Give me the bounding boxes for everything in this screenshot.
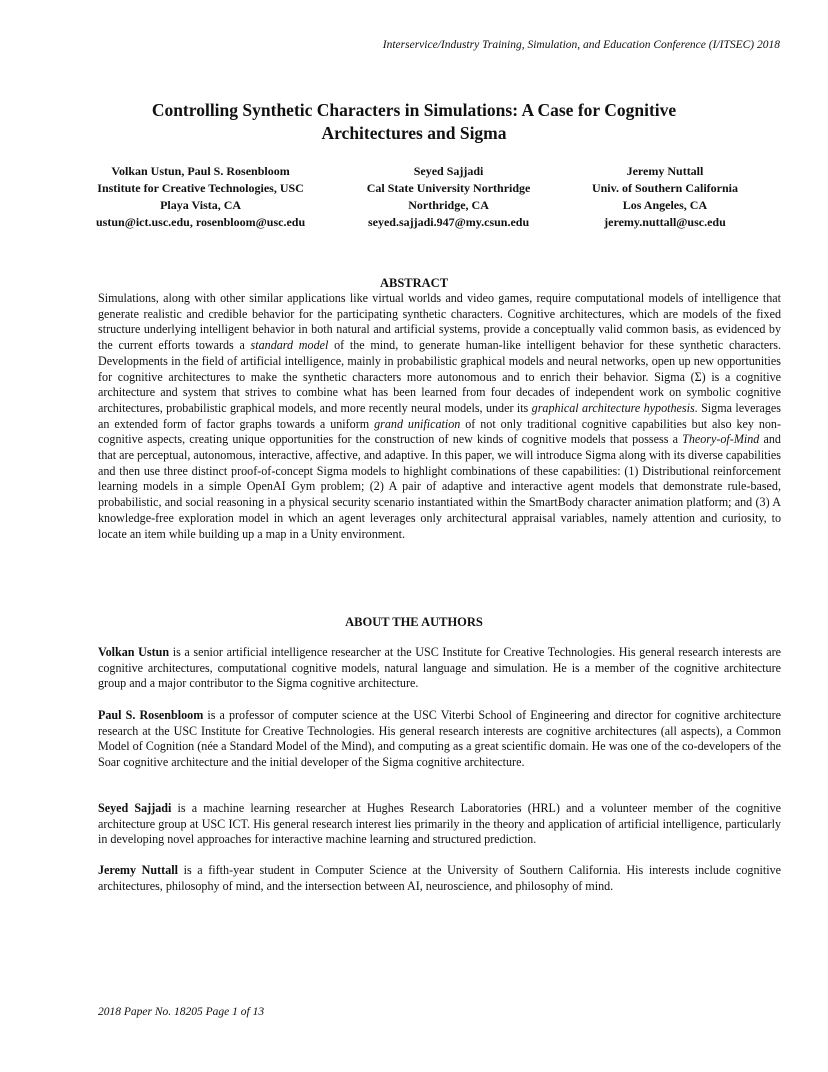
author-column-3 — [592, 163, 738, 231]
author-email: seyed.sajjadi.947@my.csun.edu — [367, 215, 530, 229]
paper-title — [70, 99, 758, 145]
author-bio — [98, 863, 781, 894]
bio-name: Volkan Ustun — [98, 645, 170, 659]
author-email: jeremy.nuttall@usc.edu — [604, 215, 726, 229]
bio-text: is a senior artificial intelligence researcher at the USC Institute for Creative Technologies. His general research interests are cognitive architectures, computational cognitive models, natural language and simulation. He is a member of the cognitive architecture group and a major contributor to the Sigma cognitive architecture. — [98, 645, 781, 691]
author-affiliation: Cal State University Northridge — [366, 181, 531, 195]
author-names: Volkan Ustun, Paul S. Rosenbloom — [111, 164, 290, 178]
author-bio — [98, 708, 781, 771]
running-header: Interservice/Industry Training, Simulation, and Education Conference (I/ITSEC) 2018 — [382, 39, 780, 51]
abstract-segment: of the mind, to generate human-like intelligent behavior for these synthetic characters. Developments in the field of artificial intelligence, mainly in probabilistic graphical models and neural networks, open up new opportunities for cognitive architectures to make the synthetic characters more autonomous and to enrich their behavior. Sigma (Σ) is a cognitive architecture and system that strives to combine what has been learned from four decades of independent work on symbolic cognitive architectures, probabilistic graphical models, and more recently neural models, under its — [98, 338, 781, 415]
author-bio — [98, 645, 781, 692]
bio-name: Paul S. Rosenbloom — [98, 708, 204, 722]
bio-text: is a professor of computer science at the USC Viterbi School of Engineering and director for cognitive architecture research at the USC Institute for Creative Technologies. His general research interests are cognitive architectures (all aspects), a Common Model of Cognition (née a Standard Model of the Mind), and computing as a great scientific domain. He was one of the co-developers of the Soar cognitive architecture and the initial developer of the Sigma cognitive architecture. — [98, 708, 781, 770]
author-affiliation: Institute for Creative Technologies, USC — [97, 181, 304, 195]
abstract-emphasis: Theory-of-Mind — [682, 432, 760, 447]
author-column-2 — [367, 163, 531, 231]
author-email: ustun@ict.usc.edu, rosenbloom@usc.edu — [96, 215, 306, 229]
bio-name: Seyed Sajjadi — [98, 801, 172, 815]
page-footer: 2018 Paper No. 18205 Page 1 of 13 — [98, 1006, 265, 1018]
author-affiliation: Univ. of Southern California — [591, 181, 738, 195]
bio-text: is a machine learning researcher at Hughes Research Laboratories (HRL) and a volunteer member of the cognitive architecture group at USC ICT. His general research interest lies primarily in the theory and application of artificial intelligence, particularly in developing novel approaches for interactive machine learning and structured prediction. — [98, 801, 782, 847]
title-line-1: Controlling Synthetic Characters in Simulations: A Case for Cognitive — [151, 100, 677, 120]
abstract-emphasis: grand unification — [374, 416, 461, 431]
author-names: Seyed Sajjadi — [413, 164, 484, 178]
abstract-segment: . Sigma leverages an extended form of factor graphs towards a uniform — [98, 400, 781, 431]
about-authors-heading: ABOUT THE AUTHORS — [345, 615, 483, 629]
bio-text: is a fifth-year student in Computer Science at the University of Southern California. His interests include cognitive architectures, philosophy of mind, and the intersection between AI, neuroscience, and philosophy of mind. — [98, 863, 781, 893]
abstract-segment: Simulations, along with other similar applications like virtual worlds and video games, require computational models of intelligence that generate realistic and credible behavior for the participating synthetic characters. Cognitive architectures, which are models of the fixed structure underlying intelligent behavior in both natural and artificial systems, provide a conceptually valid common basis, as evidenced by the current efforts towards a — [98, 291, 781, 353]
abstract-emphasis: standard model — [250, 338, 329, 353]
author-location: Northridge, CA — [408, 198, 489, 212]
abstract-segment: and that are perceptual, autonomous, interactive, affective, and adaptive. In this paper, we will introduce Sigma along with its diverse capabilities and then use three distinct proof-of-concept Sigma models to highlight combinations of these capabilities: (1) Distributional reinforcement learning models in a simple OpenAI Gym problem; (2) A pair of adaptive and interactive agent models that demonstrate rule-based, probabilistic, and social reasoning in a physical security scenario instantiated within the SmartBody character animation platform; and (3) A knowledge-free exploration model in which an agent leverages only architectural appraisal variables, namely attention and curiosity, to locate an item while building up a map in a Unity environment. — [98, 432, 781, 541]
title-line-2: Architectures and Sigma — [321, 123, 507, 143]
abstract-emphasis: graphical architecture hypothesis — [531, 400, 695, 415]
author-column-1 — [96, 163, 305, 231]
author-location: Playa Vista, CA — [160, 198, 242, 212]
bio-name: Jeremy Nuttall — [98, 863, 178, 877]
author-names: Jeremy Nuttall — [626, 164, 704, 178]
abstract-segment: of not only traditional cognitive capabilities but also key non-cognitive aspects, creating unique opportunities for the construction of new kinds of cognitive models that possess a — [98, 416, 782, 447]
author-bio — [98, 801, 781, 848]
abstract-heading: ABSTRACT — [379, 276, 449, 290]
author-block — [96, 163, 738, 231]
abstract-text — [98, 291, 781, 542]
author-location: Los Angeles, CA — [622, 198, 708, 212]
